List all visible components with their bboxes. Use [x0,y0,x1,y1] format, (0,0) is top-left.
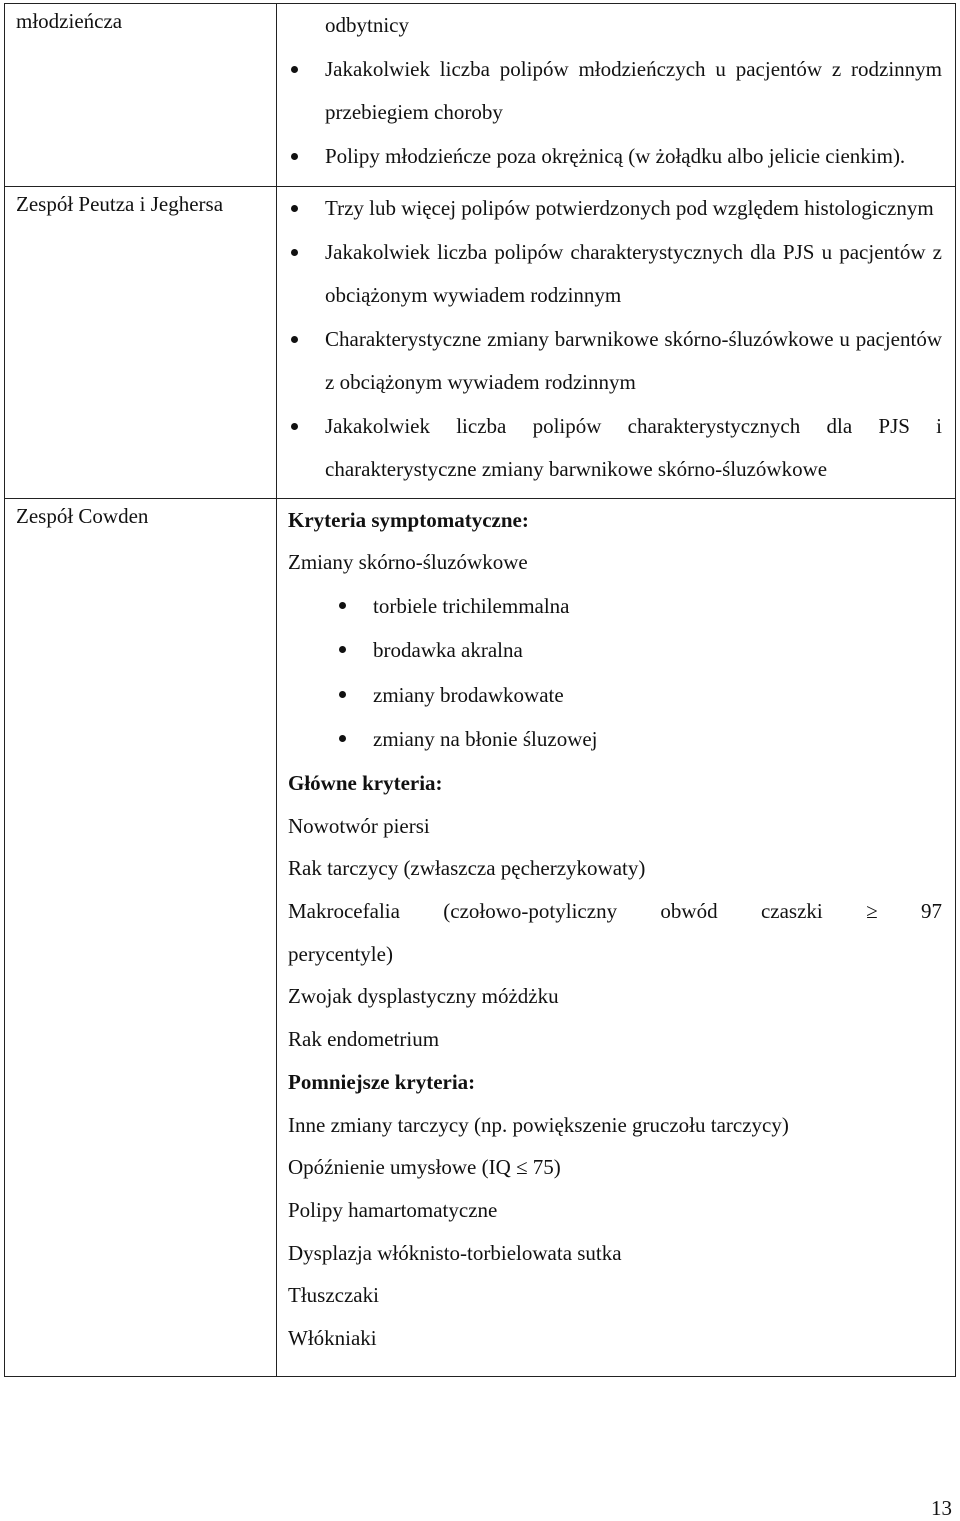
continued-line: odbytnicy [325,13,409,37]
minor-item: Polipy hamartomatyczne [288,1197,498,1222]
row-label-cell [5,4,277,187]
list-item: brodawka akralna [288,628,942,673]
major-item-continued: perycentyle) [288,941,393,966]
row-label-cell [5,187,277,499]
major-item: Rak endometrium [288,1027,440,1052]
major-criteria-heading: Główne kryteria: [288,770,443,795]
list-item: Jakakolwiek liczba polipów charakterystycznych dla PJS i charakterystyczne zmiany barwnikowe skórno-śluzówkowe [277,405,942,492]
minor-item: Tłuszczaki [288,1283,379,1308]
row-label: Zespół Cowden [16,503,149,528]
list-item: zmiany na błonie śluzowej [288,717,942,762]
major-item: Zwojak dysplastyczny móżdżku [288,984,559,1009]
minor-item: Inne zmiany tarczycy (np. powiększenie gruczołu tarczycy) [288,1112,789,1137]
criteria-table [4,3,956,1377]
mucocutaneous-list [288,584,942,762]
list-item: Charakterystyczne zmiany barwnikowe skórno-śluzówkowe u pacjentów z obciążonym wywiadem rodzinnym [277,318,942,405]
bullet-list [277,48,942,179]
table-row-peutz-jeghers [5,187,956,499]
symptomatic-heading: Kryteria symptomatyczne: [288,507,529,532]
criteria-cell [277,4,956,187]
row-label: Zespół Peutza i Jeghersa [16,192,224,216]
list-item: Jakakolwiek liczba polipów młodzieńczych u pacjentów z rodzinnym przebiegiem choroby [277,48,942,135]
minor-item: Włókniaki [288,1326,377,1351]
row-label: młodzieńcza [16,9,123,33]
major-item: Makrocefalia (czołowo-potyliczny obwód czaszki ≥ 97 [288,899,942,924]
page-number: 13 [931,1496,952,1520]
list-item: Trzy lub więcej polipów potwierdzonych pod względem histologicznym [277,187,942,231]
criteria-cell [277,187,956,499]
major-item: Nowotwór piersi [288,813,430,838]
row-label-cell [5,498,277,1376]
bullet-list [277,187,942,492]
table-row-juvenile [5,4,956,187]
major-item: Rak tarczycy (zwłaszcza pęcherzykowaty) [288,856,646,881]
minor-item: Opóźnienie umysłowe (IQ ≤ 75) [288,1155,561,1180]
criteria-cell [277,498,956,1376]
list-item: Jakakolwiek liczba polipów charakterystycznych dla PJS u pacjentów z obciążonym wywiadem rodzinnym [277,231,942,318]
minor-item: Dysplazja włóknisto-torbielowata sutka [288,1240,622,1265]
list-item: Polipy młodzieńcze poza okrężnicą (w żołądku albo jelicie cienkim). [277,135,942,179]
list-item: torbiele trichilemmalna [288,584,942,629]
list-item: zmiany brodawkowate [288,673,942,718]
table-row-cowden [5,498,956,1376]
mucocutaneous-label: Zmiany skórno-śluzówkowe [288,550,528,575]
minor-criteria-heading: Pomniejsze kryteria: [288,1069,476,1094]
